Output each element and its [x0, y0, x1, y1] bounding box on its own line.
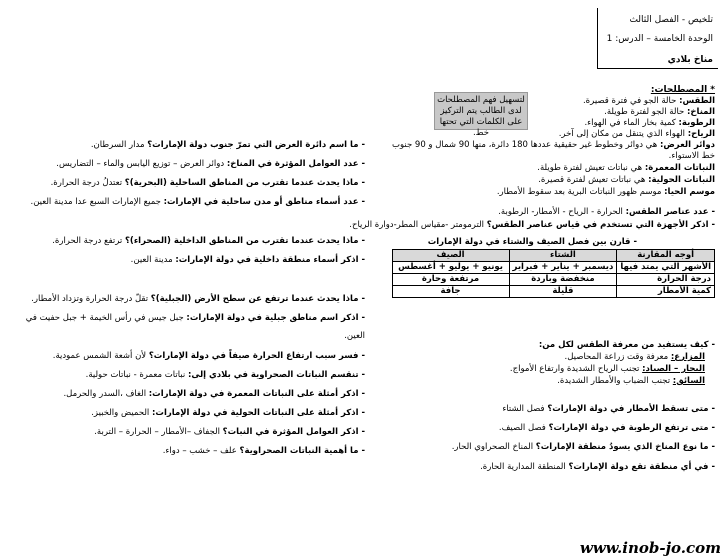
left-q7: - ماذا يحدث عندما ترتفع عن سطح الأرض (الجبلية)؟ تقلّ درجة الحرارة وتزداد الأمطار.: [31, 294, 365, 304]
compare-cell: منخفضة وباردة: [509, 274, 617, 286]
left-q14: - ما أهمية النباتات الصحراوية؟ علف – خشب – دواء.: [162, 446, 365, 456]
compare-cell: ديسمبر + يناير + فبراير: [509, 262, 617, 274]
benefit-sailor: البحار – الصياد: تجنب الرياح الشديدة وارتفاع الأمواج.: [509, 364, 705, 374]
compare-table: [392, 249, 715, 298]
left-q11: - اذكر أمثلة على النباتات المعمرة في دولة الإمارات: الغاف ،السدر والحرمل.: [63, 389, 365, 399]
compare-cell: كمية الأمطار: [617, 286, 715, 298]
compare-row: [392, 286, 714, 298]
left-q3: - ماذا يحدث عندما تقترب من المناطق الساحلية (البحرية)؟ تعتدلُ درجة الحرارة.: [50, 178, 365, 188]
compare-cell: الأشهر التي يمتد فيها: [617, 262, 715, 274]
compare-header: أوجه المقارنة: [617, 250, 715, 262]
benefits-question: - كيف يستفيد من معرفة الطقس لكل من:: [538, 340, 715, 350]
left-q9: - فسر سبب ارتفاع الحرارة صيفاً في دولة الإمارات؟ لأن أشعة الشمس عمودية.: [52, 351, 365, 361]
left-q6: - اذكر أسماء منطقة داخلية في دولة الإمارات: مدينة العين.: [130, 255, 365, 265]
summary-title: تلخيص - الفصل الثالث: [629, 15, 713, 25]
compare-header: الصيف: [392, 250, 509, 262]
compare-cell: درجة الحرارة: [617, 274, 715, 286]
left-q13: - اذكر العوامل المؤثرة في النبات؟ الجفاف –الأمطار – الحرارة – التربة.: [94, 427, 365, 437]
term-3: الرطوبة: كمية بخار الماء في الهواء.: [584, 118, 715, 128]
left-q10: - تنقسم النباتات الصحراوية في بلادي إلى: نباتات معمرة - نباتات حولية.: [85, 370, 365, 380]
compare-cell: يونيو + يوليو + أغسطس: [392, 262, 509, 274]
term-1: الطقس: حالة الجو في فترة قصيرة.: [582, 96, 715, 106]
term-5: دوائر العرض: هي دوائر وخطوط غير حقيقية عددها 180 دائرة، منها 90 شمال و 90 جنوب: [391, 140, 715, 150]
compare-cell: جافة: [392, 286, 509, 298]
term-7: النباتات الحولية: هي نباتات تعيش لفترة قصيرة.: [538, 175, 715, 185]
left-q5: - ماذا يحدث عندما تقترب من المناطق الداخلية (الصحراء)؟ ترتفع درجة الحرارة.: [52, 236, 365, 246]
terms-heading: * المصطلحات:: [650, 85, 715, 95]
weather-elements: - عدد عناصر الطقس: الحرارة - الرياح - الأمطار- الرطوبة.: [498, 207, 715, 217]
qa-humidity: - متى ترتفع الرطوبة في دولة الإمارات؟ فصل الصيف.: [498, 423, 715, 433]
qa-region: - في أي منطقة تقع دولة الإمارات؟ المنطقة المدارية الحارة.: [480, 462, 715, 472]
left-q12: - اذكر أمثلة على النباتات الحولية في دولة الإمارات: الحميض والخبيز.: [91, 408, 365, 418]
qa-climate: - ما نوع المناخ الذي يسودُ منطقة الإمارات؟ المناخ الصحراوي الحار.: [451, 442, 715, 452]
term-6: النباتات المعمرة: هي نباتات تعيش لفترة طويلة.: [537, 163, 715, 173]
compare-cell: مرتفعة وحارة: [392, 274, 509, 286]
benefit-driver: السائق: تجنب الضباب والأمطار الشديدة.: [557, 376, 705, 386]
compare-header-row: [392, 250, 714, 262]
qa-rain: - متى تسقط الأمطار في دولة الإمارات؟ فصل الشتاء: [502, 404, 715, 414]
left-q4: - عدد أسماء مناطق أو مدن ساحلية في الإمارات: جميع الإمارات السبع عدا مدينة العين.: [30, 197, 365, 207]
unit-lesson: الوحدة الخامسة – الدرس: 1: [606, 34, 713, 44]
compare-title: - قارن بين فصل الصيف والشتاء في دولة الإمارات: [427, 237, 637, 247]
left-q2: - عدد العوامل المؤثرة في المناخ: دوائر العرض – توزيع اليابس والماء – التضاريس.: [56, 159, 365, 169]
compare-header: الشتاء: [509, 250, 617, 262]
left-q8-cont: العين.: [344, 331, 365, 341]
term-8: موسم الحيا: موسم ظهور النباتات البرية بعد سقوط الأمطار.: [496, 187, 715, 197]
instruments: - اذكر الأجهزة التي تستخدم في قياس عناصر الطقس؟ الترمومتر -مقياس المطر-دوارة الرياح.: [349, 220, 715, 230]
lesson-title: مناخ بلادي: [667, 55, 713, 65]
compare-cell: قليلة: [509, 286, 617, 298]
term-5-cont: خط الاستواء.: [668, 151, 715, 161]
compare-row: [392, 274, 714, 286]
compare-row: [392, 262, 714, 274]
term-4: الرياح: الهواء الذي يتنقل من مكان إلى آخر.: [558, 129, 715, 139]
left-q1: - ما اسم دائرة العرض التي تمرّ جنوب دولة الإمارات؟ مدار السرطان.: [90, 140, 365, 150]
footer-watermark: www.inob-jo.com: [579, 539, 721, 557]
tip-box: لتسهيل فهم المصطلحات لدى الطالب يتم التركيز على الكلمات التي تحتها خط.: [434, 92, 528, 130]
term-2: المناخ: حالة الجو لفترة طويلة.: [604, 107, 715, 117]
left-q8: - اذكر اسم مناطق جبلية في دولة الإمارات: جبل جيس في رأس الخيمة + جبل حفيت في: [25, 313, 365, 323]
benefit-farmer: المزارع: معرفة وقت زراعة المحاصيل.: [564, 352, 705, 362]
